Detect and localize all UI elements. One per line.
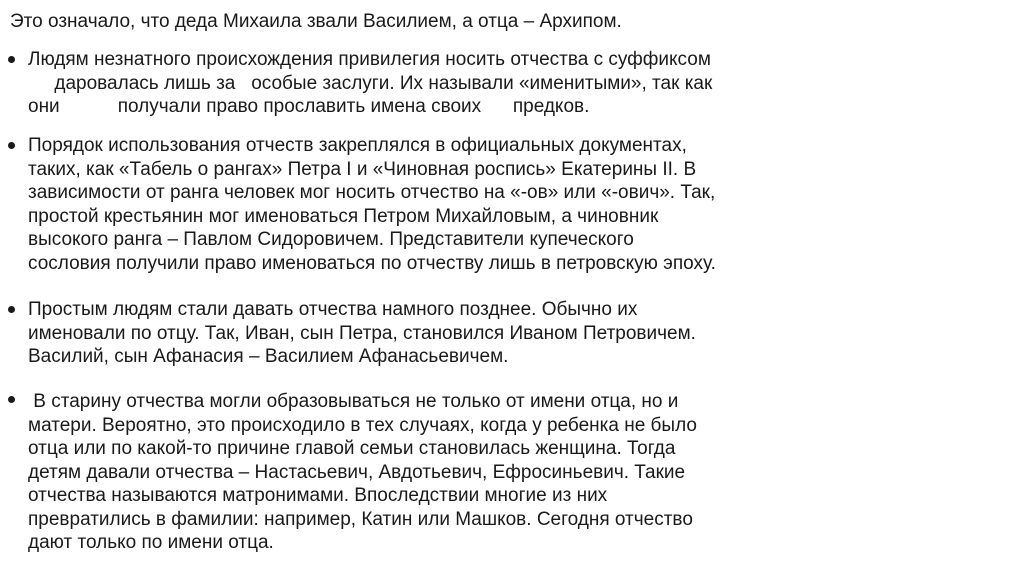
text-line: отчества называются матронимами. Впоследствии многие из них: [28, 485, 608, 506]
text-line: Простым людям стали давать отчества намного позднее. Обычно их: [28, 299, 638, 320]
text-line: Порядок использования отчеств закреплялся в официальных документах,: [28, 135, 687, 156]
bullet-dot-icon: [8, 396, 15, 403]
text-line: отца или по какой-то причине главой семьи становилась женщина. Тогда: [28, 438, 676, 459]
bullet-text: [28, 134, 818, 275]
text-line: зависимости от ранга человек мог носить отчество на «-ов» или «-ович». Так,: [28, 182, 716, 203]
text-line: они получали право прославить имена своих предков.: [28, 96, 590, 117]
text-line: превратились в фамилии: например, Катин или Машков. Сегодня отчество: [28, 508, 693, 530]
text-line: Людям незнатного происхождения привилегия носить отчества с суффиксом: [28, 49, 711, 70]
bullet-dot-icon: [8, 306, 15, 313]
text-line: дают только по имени отца.: [28, 532, 274, 553]
bullet-dot-icon: [8, 142, 15, 149]
bullet-text: [28, 48, 818, 119]
bullet-text: [28, 390, 818, 555]
text-line: сословия получили право именоваться по отчеству лишь в петровскую эпоху.: [28, 252, 716, 274]
text-line: именовали по отцу. Так, Иван, сын Петра, становился Иваном Петровичем.: [28, 322, 696, 344]
text-line: детям давали отчества – Настасьевич, Авдотьевич, Ефросиньевич. Такие: [28, 461, 686, 483]
text-line: даровалась лишь за особые заслуги. Их называли «именитыми», так как: [28, 72, 713, 94]
bullet-text: [28, 298, 818, 369]
text-line: простой крестьянин мог именоваться Петром Михайловым, а чиновник: [28, 205, 659, 227]
bullet-dot-icon: [8, 56, 15, 63]
text-line: высокого ранга – Павлом Сидоровичем. Представители купеческого: [28, 229, 634, 250]
text-line: Василий, сын Афанасия – Василием Афанасьевичем.: [28, 346, 509, 367]
text-line: таких, как «Табель о рангах» Петра I и «Чиновная роспись» Екатерины II. В: [28, 158, 697, 180]
text-line: В старину отчества могли образовываться не только от имени отца, но и: [28, 391, 679, 412]
text-line: матери. Вероятно, это происходило в тех случаях, когда у ребенка не было: [28, 414, 697, 436]
intro-paragraph: Это означало, что деда Михаила звали Василием, а отца – Архипом.: [10, 11, 622, 32]
